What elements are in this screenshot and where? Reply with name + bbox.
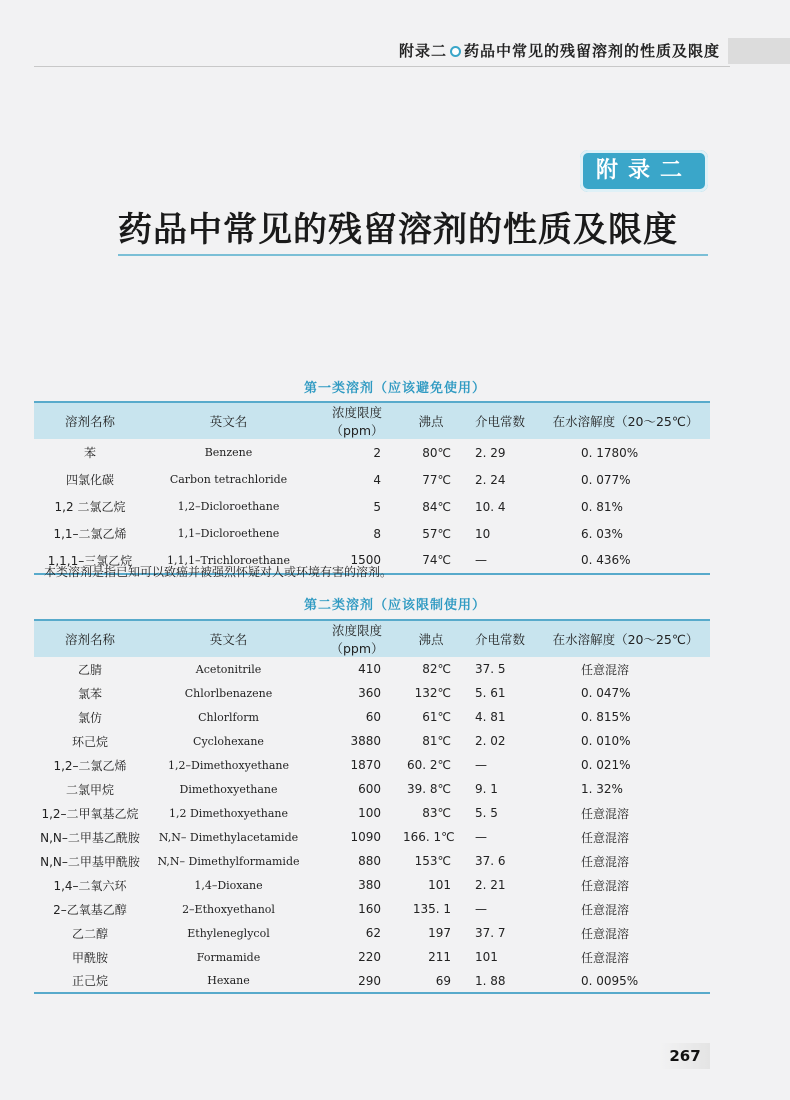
solvent-name-cell: N,N–二甲基甲酰胺 bbox=[40, 854, 140, 869]
solvent-name-cell: 1,1,1–三氯乙烷 bbox=[34, 547, 146, 574]
header-tab-marker bbox=[728, 38, 790, 64]
header-divider bbox=[34, 66, 730, 67]
solubility-cell: 任意混溶 bbox=[581, 806, 630, 821]
limit-cell: 8 bbox=[373, 526, 381, 541]
col-header-boiling-point: 沸点 bbox=[403, 402, 459, 439]
english-name-cell: Dimethoxyethane bbox=[179, 782, 278, 796]
solubility-cell: 任意混溶 bbox=[581, 830, 630, 845]
dielectric-cell: — bbox=[475, 902, 487, 916]
running-header-text bbox=[399, 38, 720, 64]
table-row bbox=[34, 657, 710, 681]
col-header-name: 溶剂名称 bbox=[34, 402, 146, 439]
page-number: 267 bbox=[660, 1043, 710, 1069]
limit-cell: 220 bbox=[358, 950, 381, 964]
solubility-cell: 0. 077% bbox=[581, 472, 631, 487]
limit-cell: 1870 bbox=[350, 758, 381, 772]
solvent-name-cell: 氯仿 bbox=[77, 710, 102, 725]
english-name-cell: 1,1–Dicloroethene bbox=[177, 527, 280, 540]
class1-note: 本类溶剂是指已知可以致癌并被强烈怀疑对人或环境有害的溶剂。 bbox=[44, 565, 393, 579]
english-name-cell: Hexane bbox=[146, 969, 311, 993]
boiling-point-cell: 84℃ bbox=[422, 499, 451, 514]
col-header-name: 溶剂名称 bbox=[34, 620, 146, 657]
class2-section-title: 第二类溶剂（应该限制使用） bbox=[303, 598, 486, 613]
table-header-row bbox=[34, 620, 710, 657]
table-row bbox=[34, 897, 710, 921]
solvent-name-cell: 四氯化碳 bbox=[65, 473, 114, 487]
dielectric-cell: 9. 1 bbox=[475, 782, 498, 796]
solubility-cell: 任意混溶 bbox=[581, 926, 630, 941]
table-row bbox=[34, 969, 710, 993]
dielectric-cell: 5. 61 bbox=[475, 686, 506, 700]
solvent-name-cell: 甲酰胺 bbox=[71, 950, 108, 965]
dielectric-cell: 37. 5 bbox=[475, 662, 506, 676]
dielectric-cell: 10 bbox=[475, 526, 491, 541]
solubility-cell: 0. 81% bbox=[581, 499, 623, 514]
solubility-cell: 0. 021% bbox=[581, 758, 631, 772]
col-header-boiling-point: 沸点 bbox=[403, 620, 459, 657]
solvent-name-cell: 二氯甲烷 bbox=[65, 782, 114, 797]
table-row bbox=[34, 921, 710, 945]
solubility-cell: 0. 436% bbox=[541, 547, 710, 574]
limit-cell: 600 bbox=[358, 782, 381, 796]
class2-solvent-table bbox=[34, 619, 710, 994]
table-row bbox=[34, 873, 710, 897]
limit-cell: 1500 bbox=[311, 547, 403, 574]
limit-cell: 62 bbox=[365, 926, 381, 940]
limit-cell: 290 bbox=[311, 969, 403, 993]
table-row bbox=[34, 729, 710, 753]
table-row bbox=[34, 801, 710, 825]
english-name-cell: 2–Ethoxyethanol bbox=[182, 902, 275, 916]
solvent-name-cell: 乙二醇 bbox=[71, 926, 108, 941]
solubility-cell: 任意混溶 bbox=[581, 854, 630, 869]
table-row bbox=[34, 777, 710, 801]
english-name-cell: Benzene bbox=[204, 446, 253, 459]
dielectric-cell: 1. 88 bbox=[459, 969, 541, 993]
boiling-point-cell: 69 bbox=[403, 969, 459, 993]
boiling-point-cell: 166. 1℃ bbox=[403, 830, 455, 844]
solvent-name-cell: 1,2–二氯乙烯 bbox=[53, 758, 127, 773]
solvent-name-cell: 2–乙氧基乙醇 bbox=[53, 902, 127, 917]
dielectric-cell: 4. 81 bbox=[475, 710, 506, 724]
dielectric-cell: 37. 7 bbox=[475, 926, 506, 940]
dielectric-cell: 2. 24 bbox=[475, 472, 506, 487]
boiling-point-cell: 81℃ bbox=[422, 734, 451, 748]
table-row bbox=[34, 520, 710, 547]
col-header-solubility: 在水溶解度（20～25℃） bbox=[541, 402, 710, 439]
english-name-cell: 1,2 Dimethoxyethane bbox=[169, 806, 288, 820]
solvent-name-cell: 苯 bbox=[83, 446, 96, 460]
table-row bbox=[34, 681, 710, 705]
english-name-cell: Ethyleneglycol bbox=[187, 926, 270, 940]
boiling-point-cell: 61℃ bbox=[422, 710, 451, 724]
limit-cell: 880 bbox=[358, 854, 381, 868]
dielectric-cell: — bbox=[475, 758, 487, 772]
dielectric-cell: 2. 21 bbox=[475, 878, 506, 892]
dielectric-cell: — bbox=[459, 547, 541, 574]
solvent-name-cell: 1,2–二甲氧基乙烷 bbox=[41, 806, 139, 821]
limit-cell: 100 bbox=[358, 806, 381, 820]
boiling-point-cell: 153℃ bbox=[414, 854, 451, 868]
solvent-name-cell: 1,4–二氧六环 bbox=[53, 878, 127, 893]
boiling-point-cell: 211 bbox=[428, 950, 451, 964]
english-name-cell: 1,2–Dicloroethane bbox=[177, 500, 280, 513]
circle-bullet-icon bbox=[450, 46, 461, 57]
limit-cell: 3880 bbox=[350, 734, 381, 748]
col-header-dielectric: 介电常数 bbox=[459, 620, 541, 657]
boiling-point-cell: 197 bbox=[428, 926, 451, 940]
solubility-cell: 0. 047% bbox=[581, 686, 631, 700]
limit-cell: 5 bbox=[373, 499, 381, 514]
solubility-cell: 0. 010% bbox=[581, 734, 631, 748]
solubility-cell: 0. 0095% bbox=[541, 969, 710, 993]
col-header-limit: 浓度限度（ppm） bbox=[311, 402, 403, 439]
english-name-cell: N,N– Dimethylacetamide bbox=[158, 830, 299, 844]
boiling-point-cell: 39. 8℃ bbox=[406, 782, 451, 796]
boiling-point-cell: 82℃ bbox=[422, 662, 451, 676]
col-header-solubility: 在水溶解度（20～25℃） bbox=[541, 620, 710, 657]
english-name-cell: Acetonitrile bbox=[195, 662, 262, 676]
header-prefix: 附录二 bbox=[398, 42, 447, 60]
dielectric-cell: 2. 29 bbox=[475, 445, 506, 460]
boiling-point-cell: 60. 2℃ bbox=[406, 758, 451, 772]
limit-cell: 410 bbox=[358, 662, 381, 676]
table-row bbox=[34, 849, 710, 873]
table-row bbox=[34, 705, 710, 729]
dielectric-cell: 5. 5 bbox=[475, 806, 498, 820]
appendix-badge: 附录二 bbox=[580, 150, 708, 192]
solvent-name-cell: 1,1–二氯乙烯 bbox=[53, 527, 127, 541]
english-name-cell: Chlorlform bbox=[198, 710, 259, 724]
solubility-cell: 6. 03% bbox=[581, 526, 623, 541]
class1-section-title: 第一类溶剂（应该避免使用） bbox=[303, 381, 486, 396]
solvent-name-cell: 环己烷 bbox=[71, 734, 108, 749]
solubility-cell: 0. 815% bbox=[581, 710, 631, 724]
solvent-name-cell: 乙腈 bbox=[77, 662, 102, 677]
dielectric-cell: 2. 02 bbox=[475, 734, 506, 748]
english-name-cell: Formamide bbox=[196, 950, 261, 964]
limit-cell: 60 bbox=[365, 710, 381, 724]
boiling-point-cell: 83℃ bbox=[422, 806, 451, 820]
boiling-point-cell: 135. 1 bbox=[412, 902, 451, 916]
limit-cell: 4 bbox=[373, 472, 381, 487]
english-name-cell: Carbon tetrachloride bbox=[169, 473, 288, 486]
boiling-point-cell: 77℃ bbox=[422, 472, 451, 487]
title-underline bbox=[118, 254, 708, 256]
solubility-cell: 任意混溶 bbox=[581, 662, 630, 677]
solvent-name-cell: N,N–二甲基乙酰胺 bbox=[40, 830, 140, 845]
table-row bbox=[34, 493, 710, 520]
table-row bbox=[34, 825, 710, 849]
solvent-name-cell: 氯苯 bbox=[77, 686, 102, 701]
class1-solvent-table bbox=[34, 401, 710, 575]
english-name-cell: 1,1,1–Trichloroethane bbox=[146, 547, 311, 574]
running-header bbox=[0, 38, 790, 64]
english-name-cell: 1,4–Dioxane bbox=[194, 878, 263, 892]
limit-cell: 380 bbox=[358, 878, 381, 892]
header-title: 药品中常见的残留溶剂的性质及限度 bbox=[463, 42, 720, 60]
col-header-dielectric: 介电常数 bbox=[459, 402, 541, 439]
dielectric-cell: 37. 6 bbox=[475, 854, 506, 868]
boiling-point-cell: 132℃ bbox=[414, 686, 451, 700]
solvent-name-cell: 1,2 二氯乙烷 bbox=[54, 500, 126, 514]
col-header-limit: 浓度限度（ppm） bbox=[311, 620, 403, 657]
table-row bbox=[34, 753, 710, 777]
english-name-cell: N,N– Dimethylformamide bbox=[157, 854, 300, 868]
boiling-point-cell: 80℃ bbox=[422, 445, 451, 460]
table-row bbox=[34, 466, 710, 493]
table-row bbox=[34, 439, 710, 466]
solubility-cell: 任意混溶 bbox=[581, 878, 630, 893]
solubility-cell: 任意混溶 bbox=[581, 902, 630, 917]
boiling-point-cell: 74℃ bbox=[403, 547, 459, 574]
page-title: 药品中常见的残留溶剂的性质及限度 bbox=[118, 210, 678, 250]
english-name-cell: 1,2–Dimethoxyethane bbox=[168, 758, 289, 772]
col-header-english: 英文名 bbox=[146, 620, 311, 657]
english-name-cell: Cyclohexane bbox=[193, 734, 264, 748]
limit-cell: 160 bbox=[358, 902, 381, 916]
limit-cell: 2 bbox=[373, 445, 381, 460]
table-header-row bbox=[34, 402, 710, 439]
solvent-name-cell: 正己烷 bbox=[34, 969, 146, 993]
english-name-cell: Chlorlbenazene bbox=[184, 686, 273, 700]
dielectric-cell: 101 bbox=[475, 950, 498, 964]
solubility-cell: 0. 1780% bbox=[581, 445, 639, 460]
table-row bbox=[34, 945, 710, 969]
col-header-english: 英文名 bbox=[146, 402, 311, 439]
limit-cell: 1090 bbox=[350, 830, 381, 844]
boiling-point-cell: 101 bbox=[428, 878, 451, 892]
dielectric-cell: 10. 4 bbox=[475, 499, 506, 514]
limit-cell: 360 bbox=[358, 686, 381, 700]
solubility-cell: 任意混溶 bbox=[581, 950, 630, 965]
boiling-point-cell: 57℃ bbox=[422, 526, 451, 541]
dielectric-cell: — bbox=[475, 830, 487, 844]
solubility-cell: 1. 32% bbox=[581, 782, 623, 796]
